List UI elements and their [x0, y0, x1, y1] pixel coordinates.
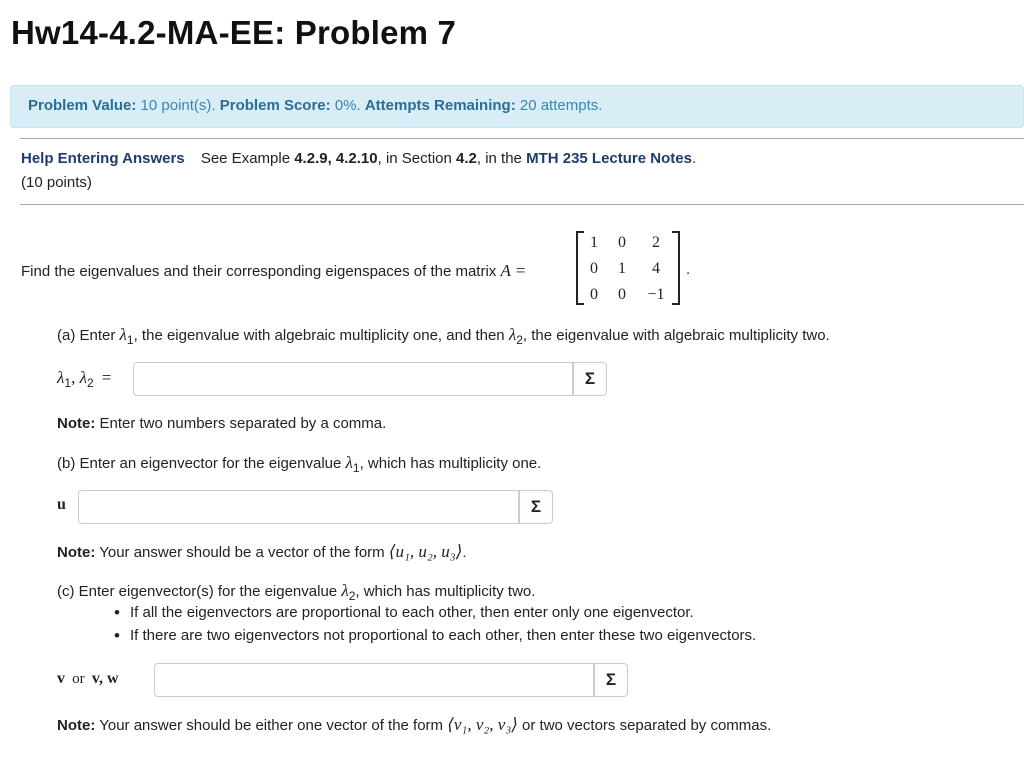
matrix-cell: 0 [618, 286, 626, 303]
attempts-remaining-label: Attempts Remaining: [364, 97, 516, 114]
eigenvectors-vw-input[interactable] [154, 663, 594, 697]
section-number: 4.2 [456, 150, 477, 167]
help-entering-answers-link[interactable]: Help Entering Answers [21, 150, 185, 167]
list-item: • If all the eigenvectors are proportional to each other, then enter only one eigenvector. [112, 604, 756, 627]
part-c-note: Note: Your answer should be either one vector of the form ⟨v₁, v₂, v₃⟩ or two vectors separated by commas. [57, 715, 772, 734]
equation-editor-button[interactable]: Σ [519, 490, 553, 524]
question-period: . [686, 261, 691, 278]
equation-editor-button[interactable]: Σ [573, 362, 607, 396]
part-b-note: Note: Your answer should be a vector of the form ⟨u₁, u₂, u₃⟩. [57, 542, 467, 561]
in-the-text: , in the [476, 150, 522, 167]
matrix-cell: 0 [590, 260, 598, 277]
divider [20, 204, 1024, 205]
matrix-cell: 2 [652, 234, 660, 251]
matrix-cell: 0 [590, 286, 598, 303]
lambda-input-label: $\lambda_1$, $\lambda_2$ = [57, 368, 112, 390]
problem-info-bar [10, 85, 1024, 128]
part-a-prompt: (a) Enter $\lambda_1$, the eigenvalue with algebraic multiplicity one, and then $\lambda_2$, the eigenvalue with algebraic multiplicity two. [57, 325, 830, 347]
lecture-notes-link[interactable]: MTH 235 Lecture Notes [526, 150, 692, 167]
matrix-cell: 1 [618, 260, 626, 277]
problem-value-label: Problem Value: [28, 97, 137, 114]
eigenvalues-input[interactable] [133, 362, 573, 396]
question-text [21, 261, 526, 281]
equation-editor-button[interactable]: Σ [594, 663, 628, 697]
help-end: . [691, 150, 697, 167]
example-numbers: 4.2.9, 4.2.10 [294, 150, 378, 167]
matrix-a [576, 231, 680, 305]
u-input-label: u [57, 496, 66, 513]
matrix-cell: 4 [652, 260, 660, 277]
attempts-remaining: 20 attempts. [519, 97, 603, 114]
matrix-cell: 1 [590, 234, 598, 251]
help-row [21, 150, 696, 167]
see-example-text: See Example [200, 150, 291, 167]
question-body: Find the eigenvalues and their corresponding eigenspaces of the matrix [21, 263, 497, 280]
problem-score: 0%. [334, 97, 361, 114]
list-item: • If there are two eigenvectors not proportional to each other, then enter these two eigenvectors. [112, 627, 756, 650]
matrix-right-bracket [672, 231, 680, 305]
part-b-prompt: (b) Enter an eigenvector for the eigenvalue $\lambda_1$, which has multiplicity one. [57, 453, 542, 475]
in-section-text: , in Section [377, 150, 452, 167]
matrix-cell: 0 [618, 234, 626, 251]
part-c-instructions [112, 604, 756, 650]
page-title: Hw14-4.2-MA-EE: Problem 7 [11, 14, 457, 51]
problem-value: 10 point(s). [140, 97, 216, 114]
eigenvector-u-input[interactable] [78, 490, 519, 524]
points: (10 points) [21, 174, 92, 191]
matrix-lhs: A = [500, 261, 527, 280]
part-c-prompt: (c) Enter eigenvector(s) for the eigenvalue $\lambda_2$, which has multiplicity two. [57, 581, 536, 603]
problem-score-label: Problem Score: [219, 97, 331, 114]
part-a-note: Note: Enter two numbers separated by a comma. [57, 415, 387, 432]
matrix-cell: −1 [647, 286, 665, 303]
divider [20, 138, 1024, 139]
vw-input-label: v or v, w [57, 670, 119, 687]
